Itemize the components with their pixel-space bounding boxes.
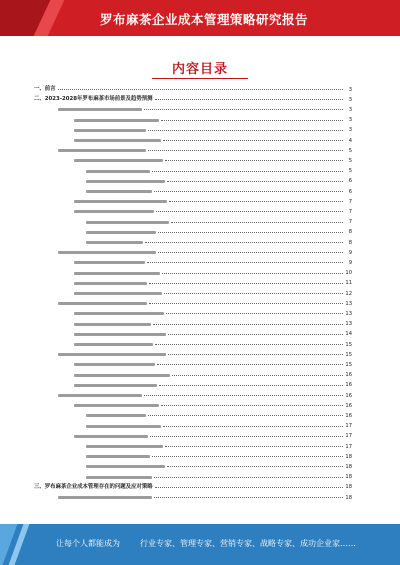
toc-page-number: 5 <box>348 168 352 175</box>
toc-page-number: 4 <box>348 137 352 144</box>
toc-dot-leader <box>158 249 343 253</box>
toc-entry[interactable] <box>74 280 352 287</box>
toc-entry-label-blurred <box>58 394 142 397</box>
toc-entry[interactable] <box>74 382 352 389</box>
toc-entry[interactable] <box>74 310 352 317</box>
toc-page-number: 18 <box>345 474 352 481</box>
toc-entry-label-blurred <box>74 404 159 407</box>
toc-entry-label-blurred <box>86 414 146 417</box>
toc-entry-label-blurred <box>86 170 150 173</box>
toc-dot-leader <box>155 96 344 100</box>
toc-dot-leader <box>165 157 343 161</box>
toc-entry[interactable] <box>58 392 352 399</box>
toc-dot-leader <box>157 361 343 365</box>
toc-page-number: 7 <box>348 198 352 205</box>
toc-entry[interactable] <box>74 127 352 134</box>
toc-heading-underline <box>152 78 248 79</box>
toc-entry-label-blurred <box>74 333 166 336</box>
toc-entry[interactable] <box>58 494 352 501</box>
toc-entry-label: 三、罗布麻茶企业成本管理存在的问题及应对策略 <box>34 483 153 490</box>
toc-entry[interactable] <box>74 361 352 368</box>
toc-entry-label-blurred <box>74 200 167 203</box>
toc-entry[interactable] <box>34 96 352 103</box>
toc-entry-label-blurred <box>74 139 161 142</box>
toc-page-number: 14 <box>345 331 352 338</box>
toc-entry-label-blurred <box>74 363 155 366</box>
toc-entry-label-blurred <box>74 261 145 264</box>
toc-dot-leader <box>159 382 343 386</box>
toc-dot-leader <box>171 219 343 223</box>
toc-dot-leader <box>156 208 343 212</box>
toc-entry-label-blurred <box>74 384 157 387</box>
toc-entry-label-blurred <box>74 323 151 326</box>
toc-entry-label-blurred <box>58 108 142 111</box>
toc-entry[interactable] <box>74 321 352 328</box>
toc-page-number: 9 <box>348 249 352 256</box>
toc-page-number: 13 <box>345 300 352 307</box>
toc-page-number: 8 <box>348 229 352 236</box>
toc-entry-label-blurred <box>86 425 161 428</box>
toc-entry-label-blurred <box>74 159 163 162</box>
toc-entry[interactable] <box>86 239 352 246</box>
toc-dot-leader <box>172 372 343 376</box>
toc-page-number: 3 <box>348 86 352 93</box>
toc-entry-label-blurred <box>86 231 156 234</box>
toc-dot-leader <box>148 147 343 151</box>
toc-dot-leader <box>150 433 343 437</box>
toc-dot-leader <box>149 280 343 284</box>
toc-entry[interactable] <box>74 433 352 440</box>
toc-page-number: 18 <box>345 463 352 470</box>
toc-page-number: 12 <box>345 290 352 297</box>
toc-page-number: 15 <box>345 351 352 358</box>
toc-entry-label-blurred <box>86 241 143 244</box>
toc-entry-label-blurred <box>74 292 162 295</box>
toc-dot-leader <box>147 259 343 263</box>
toc-dot-leader <box>167 178 343 182</box>
report-title: 罗布麻茶企业成本管理策略研究报告 <box>100 12 309 27</box>
toc-page-number: 16 <box>345 392 352 399</box>
toc-page-number: 6 <box>348 188 352 195</box>
toc-entry[interactable] <box>58 106 352 113</box>
toc-dot-leader <box>166 310 343 314</box>
toc-dot-leader <box>163 423 343 427</box>
toc-dot-leader <box>165 443 343 447</box>
toc-entry[interactable] <box>34 484 352 491</box>
toc-entry[interactable] <box>74 137 352 144</box>
toc-entry-label: 一、前言 <box>34 86 56 92</box>
toc-page-number: 3 <box>348 96 352 103</box>
toc-dot-leader <box>154 188 343 192</box>
toc-entry-label-blurred <box>74 272 160 275</box>
toc-dot-leader <box>154 494 343 498</box>
toc-page-number: 16 <box>345 382 352 389</box>
toc-page-number: 3 <box>348 117 352 124</box>
toc-entry-label-blurred <box>86 455 150 458</box>
toc-page-number: 7 <box>348 208 352 215</box>
toc-page-number: 18 <box>345 494 352 501</box>
report-footer-banner <box>0 524 400 565</box>
toc-entry-label-blurred <box>58 251 156 254</box>
toc-page-number: 13 <box>345 310 352 317</box>
toc-dot-leader <box>168 351 343 355</box>
toc-entry-label-blurred <box>86 445 163 448</box>
toc-page-number: 17 <box>345 443 352 450</box>
toc-entry[interactable] <box>58 300 352 307</box>
toc-page-number: 16 <box>345 412 352 419</box>
toc-entry-label-blurred <box>74 282 147 285</box>
toc-dot-leader <box>158 229 343 233</box>
toc-entry[interactable] <box>86 168 352 175</box>
toc-entry[interactable] <box>74 117 352 124</box>
toc-entry[interactable] <box>74 198 352 205</box>
toc-dot-leader <box>148 412 343 416</box>
toc-entry-label-blurred <box>86 476 152 479</box>
toc-entry[interactable] <box>86 229 352 236</box>
toc-page-number: 13 <box>345 321 352 328</box>
toc-page-number: 10 <box>345 270 352 277</box>
toc-entry[interactable] <box>86 453 352 460</box>
toc-entry[interactable] <box>74 270 352 277</box>
toc-dot-leader <box>144 392 343 396</box>
toc-entry[interactable] <box>58 147 352 154</box>
toc-entry[interactable] <box>74 331 352 338</box>
toc-dot-leader <box>163 137 343 141</box>
toc-dot-leader <box>152 168 343 172</box>
toc-entry-label-blurred <box>74 129 146 132</box>
toc-entry-label: 二、2023-2028年罗布麻茶市场前景及趋势预测 <box>34 96 153 103</box>
toc-page-number: 18 <box>345 484 352 491</box>
toc-entry-label-blurred <box>86 180 165 183</box>
toc-page-number: 17 <box>345 433 352 440</box>
toc-dot-leader <box>153 321 343 325</box>
toc-entry-label-blurred <box>74 374 170 377</box>
toc-entry[interactable] <box>34 86 352 93</box>
toc-dot-leader <box>144 106 343 110</box>
toc-entry[interactable] <box>74 402 352 409</box>
toc-page-number: 18 <box>345 453 352 460</box>
toc-page-number: 5 <box>348 147 352 154</box>
toc-entry-label-blurred <box>74 343 153 346</box>
toc-dot-leader <box>154 474 343 478</box>
toc-page-number: 6 <box>348 178 352 185</box>
toc-entry[interactable] <box>58 249 352 256</box>
toc-dot-leader <box>145 239 343 243</box>
toc-entry[interactable] <box>74 259 352 266</box>
toc-entry-label-blurred <box>58 496 152 499</box>
toc-entry[interactable] <box>74 290 352 297</box>
toc-entry[interactable] <box>86 474 352 481</box>
toc-dot-leader <box>168 331 343 335</box>
toc-page-number: 3 <box>348 106 352 113</box>
toc-dot-leader <box>149 300 343 304</box>
toc-entry-label-blurred <box>58 353 166 356</box>
toc-dot-leader <box>169 198 343 202</box>
toc-entry-label-blurred <box>74 435 148 438</box>
toc-entry-label-blurred <box>86 465 165 468</box>
toc-entry[interactable] <box>86 443 352 450</box>
toc-entry-label-blurred <box>86 190 152 193</box>
toc-dot-leader <box>155 484 343 488</box>
toc-entry[interactable] <box>86 219 352 226</box>
toc-page-number: 9 <box>348 259 352 266</box>
toc-dot-leader <box>148 127 343 131</box>
toc-entry[interactable] <box>74 372 352 379</box>
toc-entry[interactable] <box>86 423 352 430</box>
toc-page-number: 15 <box>345 361 352 368</box>
toc-dot-leader <box>167 463 343 467</box>
toc-page-number: 8 <box>348 239 352 246</box>
footer-slogan-left: 让每个人都能成为 <box>56 539 120 548</box>
toc-dot-leader <box>152 453 343 457</box>
toc-page-number: 5 <box>348 157 352 164</box>
toc-page-number: 3 <box>348 127 352 134</box>
toc-entry[interactable] <box>74 157 352 164</box>
toc-dot-leader <box>161 402 343 406</box>
toc-dot-leader <box>161 117 343 121</box>
toc-entry-label-blurred <box>58 302 147 305</box>
toc-entry[interactable] <box>86 188 352 195</box>
toc-entry-label-blurred <box>74 119 159 122</box>
report-header-banner <box>0 0 400 36</box>
toc-entry-label-blurred <box>74 312 164 315</box>
toc-page-number: 17 <box>345 423 352 430</box>
toc-entry[interactable] <box>74 341 352 348</box>
toc-dot-leader <box>162 270 343 274</box>
toc-page-number: 15 <box>345 341 352 348</box>
toc-dot-leader <box>164 290 343 294</box>
toc-page-number: 11 <box>345 280 352 287</box>
footer-slogan-right: 行业专家、管理专家、营销专家、战略专家、成功企业家…… <box>140 539 356 548</box>
toc-heading: 内容目录 <box>171 62 228 77</box>
toc-entry[interactable] <box>74 208 352 215</box>
toc-page-number: 7 <box>348 219 352 226</box>
toc-page-number: 16 <box>345 402 352 409</box>
toc-dot-leader <box>58 86 343 90</box>
toc-dot-leader <box>155 341 343 345</box>
toc-entry-label-blurred <box>58 149 146 152</box>
toc-entry[interactable] <box>86 412 352 419</box>
toc-page-number: 16 <box>345 372 352 379</box>
toc-entry[interactable] <box>58 351 352 358</box>
toc-entry[interactable] <box>86 178 352 185</box>
toc-entry-label-blurred <box>74 210 154 213</box>
toc-entry[interactable] <box>86 463 352 470</box>
toc-entry-label-blurred <box>86 221 169 224</box>
